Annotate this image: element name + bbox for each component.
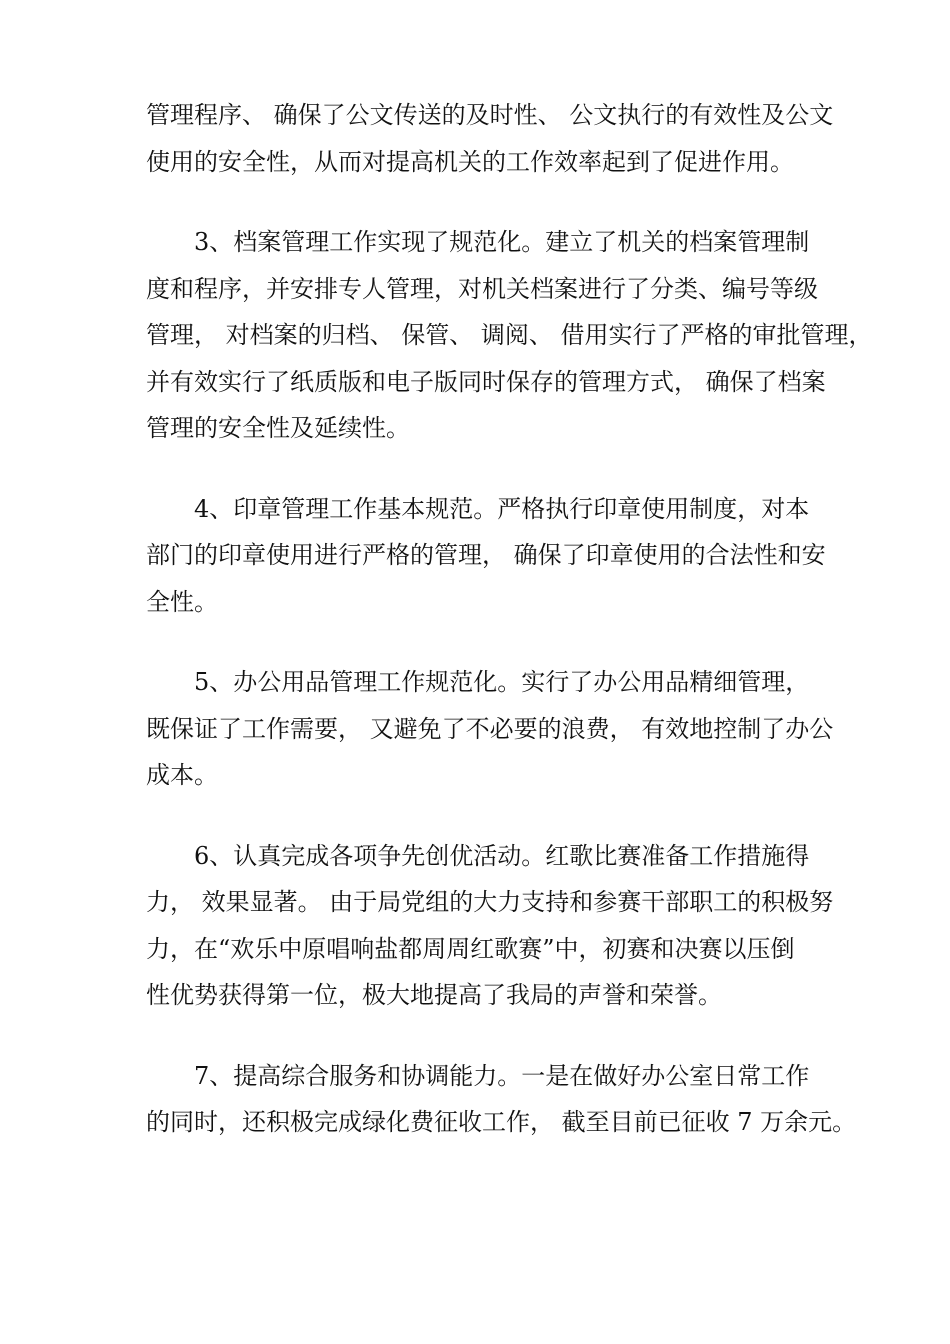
paragraph-item-4: [146, 486, 826, 626]
paragraph-item-3: [146, 219, 873, 452]
text-line: 的同时，还积极完成绿化费征收工作， 截至目前已征收 7 万余元。: [146, 1108, 857, 1136]
text-line: 6、认真完成各项争先创优活动。红歌比赛准备工作措施得: [194, 841, 810, 870]
text-line: 7、提高综合服务和协调能力。一是在做好办公室日常工作: [194, 1061, 810, 1090]
text-line: 管理程序、 确保了公文传送的及时性、 公文执行的有效性及公文: [146, 101, 834, 129]
text-line: 管理的安全性及延续性。: [146, 414, 410, 442]
paragraph-item-5: [146, 659, 834, 799]
text-line: 度和程序，并安排专人管理，对机关档案进行了分类、编号等级: [146, 274, 818, 303]
text-line: 部门的印章使用进行严格的管理， 确保了印章使用的合法性和安: [146, 541, 826, 569]
paragraph-item-7: [146, 1053, 857, 1146]
text-line: 管理， 对档案的归档、 保管、 调阅、 借用实行了严格的审批管理，: [146, 321, 873, 349]
text-line: 5、办公用品管理工作规范化。实行了办公用品精细管理，: [194, 668, 810, 696]
text-line: 并有效实行了纸质版和电子版同时保存的管理方式， 确保了档案: [146, 367, 826, 396]
text-line: 力， 效果显著。 由于局党组的大力支持和参赛干部职工的积极努: [146, 888, 834, 916]
text-line: 成本。: [146, 761, 218, 789]
document-body: [146, 92, 873, 1146]
text-line: 3、档案管理工作实现了规范化。建立了机关的档案管理制: [194, 228, 810, 256]
text-line: 使用的安全性，从而对提高机关的工作效率起到了促进作用。: [146, 147, 794, 176]
text-line: 力，在“欢乐中原唱响盐都周周红歌赛”中，初赛和决赛以压倒: [146, 934, 795, 963]
text-line: 全性。: [146, 587, 218, 616]
text-line: 既保证了工作需要， 又避免了不必要的浪费， 有效地控制了办公: [146, 714, 834, 743]
paragraph-continuation: [146, 92, 834, 185]
paragraph-item-6: [146, 833, 834, 1019]
text-line: 性优势获得第一位，极大地提高了我局的声誉和荣誉。: [146, 981, 722, 1009]
text-line: 4、印章管理工作基本规范。严格执行印章使用制度，对本: [194, 494, 810, 523]
